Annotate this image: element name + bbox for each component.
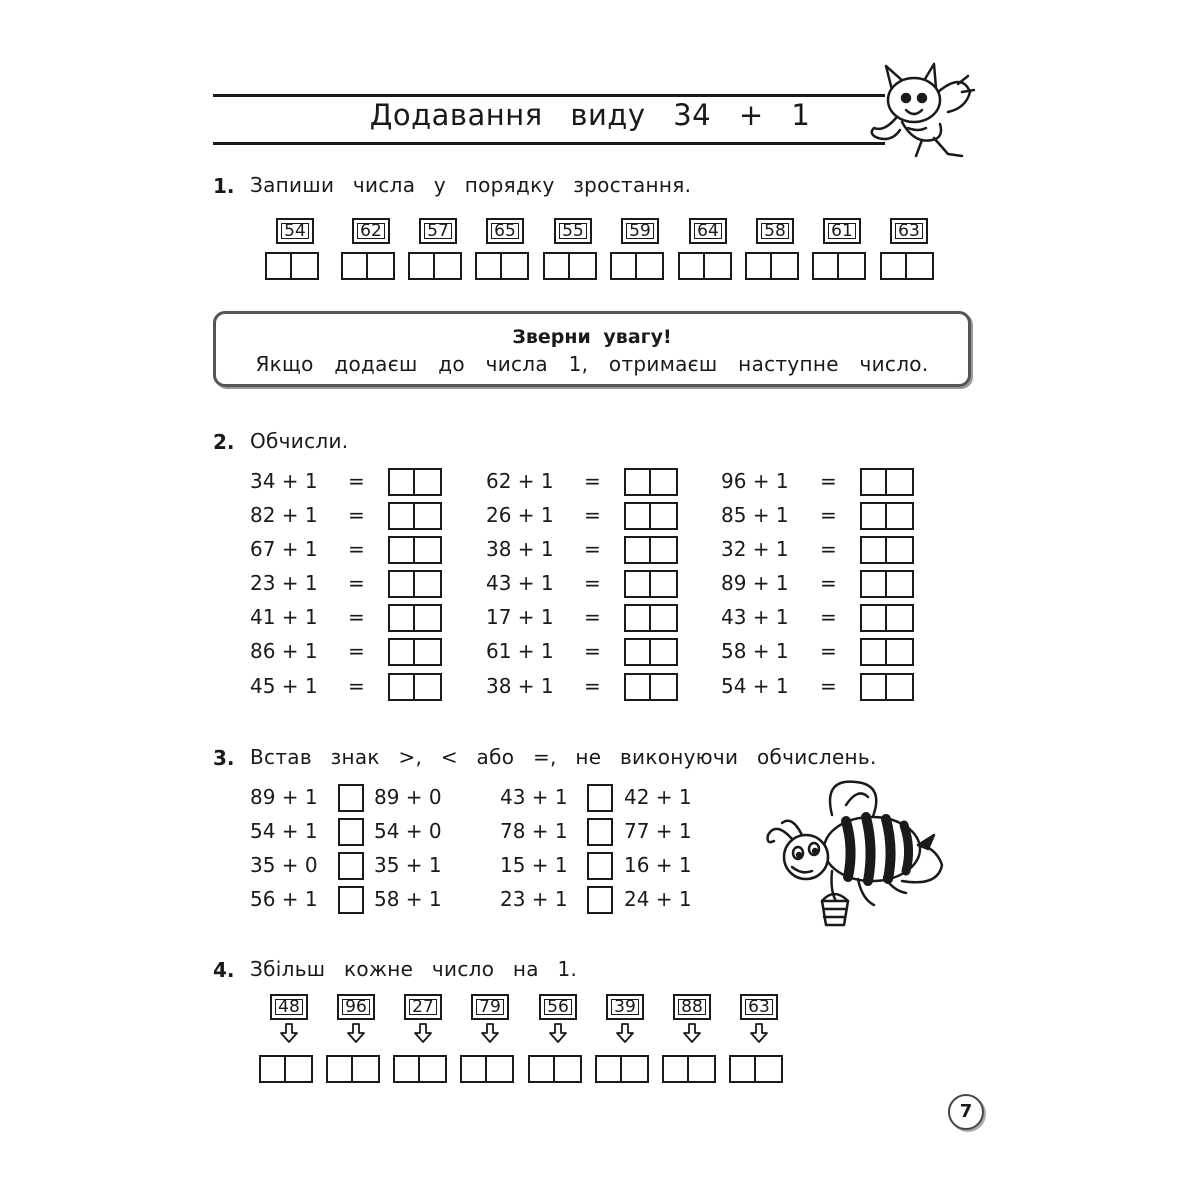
expression: 23 + 1 [250, 571, 318, 595]
equals-sign: = [348, 469, 365, 493]
expression: 43 + 1 [721, 605, 789, 629]
expression: 15 + 1 [500, 853, 568, 877]
equals-sign: = [348, 503, 365, 527]
down-arrow-icon [548, 1022, 568, 1044]
down-arrow-icon [346, 1022, 366, 1044]
task-4-number-box: 88 [673, 994, 711, 1020]
equals-sign: = [584, 639, 601, 663]
answer-box[interactable] [326, 1055, 380, 1081]
down-arrow-icon [682, 1022, 702, 1044]
attention-title: Зверни увагу! [512, 326, 672, 348]
sign-box[interactable] [338, 818, 364, 846]
answer-box[interactable] [259, 1055, 313, 1081]
answer-box[interactable] [860, 502, 914, 528]
expression: 34 + 1 [250, 469, 318, 493]
equals-sign: = [820, 571, 837, 595]
squirrel-icon [862, 62, 978, 162]
answer-box[interactable] [460, 1055, 514, 1081]
equals-sign: = [348, 571, 365, 595]
answer-box[interactable] [860, 536, 914, 562]
expression: 62 + 1 [486, 469, 554, 493]
answer-box[interactable] [408, 252, 462, 278]
sign-box[interactable] [338, 784, 364, 812]
task-1-number-box: 58 [756, 218, 794, 244]
task-3-number: 3. [213, 746, 235, 770]
answer-box[interactable] [624, 638, 678, 664]
answer-box[interactable] [624, 502, 678, 528]
equals-sign: = [584, 469, 601, 493]
equals-sign: = [584, 503, 601, 527]
page-number: 7 [948, 1094, 984, 1130]
equals-sign: = [348, 674, 365, 698]
expression: 58 + 1 [374, 887, 442, 911]
answer-box[interactable] [388, 673, 442, 699]
answer-box[interactable] [624, 673, 678, 699]
expression: 38 + 1 [486, 537, 554, 561]
expression: 61 + 1 [486, 639, 554, 663]
equals-sign: = [820, 605, 837, 629]
task-1-number-box: 64 [689, 218, 727, 244]
answer-box[interactable] [860, 468, 914, 494]
expression: 17 + 1 [486, 605, 554, 629]
answer-box[interactable] [388, 638, 442, 664]
expression: 24 + 1 [624, 887, 692, 911]
task-1-instruction: Запиши числа у порядку зростання. [250, 173, 692, 197]
expression: 67 + 1 [250, 537, 318, 561]
answer-box[interactable] [388, 570, 442, 596]
equals-sign: = [584, 605, 601, 629]
answer-box[interactable] [388, 604, 442, 630]
expression: 38 + 1 [486, 674, 554, 698]
task-3-instruction: Встав знак >, < або =, не виконуючи обчислень. [250, 745, 877, 769]
attention-box [213, 311, 971, 387]
answer-box[interactable] [595, 1055, 649, 1081]
title-rule-bottom [213, 142, 885, 145]
answer-box[interactable] [388, 536, 442, 562]
task-1-number-box: 65 [486, 218, 524, 244]
answer-box[interactable] [624, 536, 678, 562]
expression: 35 + 0 [250, 853, 318, 877]
down-arrow-icon [749, 1022, 769, 1044]
task-1-number-box: 63 [890, 218, 928, 244]
down-arrow-icon [279, 1022, 299, 1044]
expression: 78 + 1 [500, 819, 568, 843]
answer-box[interactable] [610, 252, 664, 278]
answer-box[interactable] [388, 468, 442, 494]
task-1-number-box: 61 [823, 218, 861, 244]
answer-box[interactable] [528, 1055, 582, 1081]
sign-box[interactable] [587, 818, 613, 846]
equals-sign: = [584, 674, 601, 698]
answer-box[interactable] [880, 252, 934, 278]
down-arrow-icon [480, 1022, 500, 1044]
title-rule-top [213, 94, 885, 97]
task-1-number-box: 59 [621, 218, 659, 244]
answer-box[interactable] [860, 570, 914, 596]
page-title: Додавання виду 34 + 1 [369, 98, 811, 132]
task-2-number: 2. [213, 430, 235, 454]
expression: 54 + 1 [721, 674, 789, 698]
expression: 16 + 1 [624, 853, 692, 877]
down-arrow-icon [413, 1022, 433, 1044]
equals-sign: = [820, 639, 837, 663]
down-arrow-icon [615, 1022, 635, 1044]
equals-sign: = [820, 537, 837, 561]
expression: 43 + 1 [500, 785, 568, 809]
sign-box[interactable] [587, 886, 613, 914]
task-4-number: 4. [213, 958, 235, 982]
expression: 56 + 1 [250, 887, 318, 911]
bee-icon [762, 775, 952, 935]
task-1-number-box: 55 [554, 218, 592, 244]
expression: 89 + 0 [374, 785, 442, 809]
answer-box[interactable] [860, 673, 914, 699]
expression: 77 + 1 [624, 819, 692, 843]
sign-box[interactable] [587, 852, 613, 880]
answer-box[interactable] [860, 604, 914, 630]
answer-box[interactable] [729, 1055, 783, 1081]
task-1-number: 1. [213, 174, 235, 198]
equals-sign: = [584, 571, 601, 595]
equals-sign: = [584, 537, 601, 561]
task-4-number-box: 27 [404, 994, 442, 1020]
expression: 96 + 1 [721, 469, 789, 493]
task-4-number-box: 96 [337, 994, 375, 1020]
expression: 85 + 1 [721, 503, 789, 527]
task-1-number-box: 57 [419, 218, 457, 244]
expression: 89 + 1 [721, 571, 789, 595]
task-4-number-box: 48 [270, 994, 308, 1020]
answer-box[interactable] [745, 252, 799, 278]
expression: 35 + 1 [374, 853, 442, 877]
answer-box[interactable] [678, 252, 732, 278]
task-1-number-box: 62 [352, 218, 390, 244]
expression: 54 + 1 [250, 819, 318, 843]
task-1-number-box: 54 [276, 218, 314, 244]
answer-box[interactable] [812, 252, 866, 278]
answer-box[interactable] [624, 570, 678, 596]
answer-box[interactable] [624, 468, 678, 494]
answer-box[interactable] [860, 638, 914, 664]
equals-sign: = [820, 503, 837, 527]
answer-box[interactable] [475, 252, 529, 278]
expression: 32 + 1 [721, 537, 789, 561]
expression: 86 + 1 [250, 639, 318, 663]
equals-sign: = [820, 674, 837, 698]
task-4-number-box: 63 [740, 994, 778, 1020]
expression: 26 + 1 [486, 503, 554, 527]
sign-box[interactable] [587, 784, 613, 812]
answer-box[interactable] [662, 1055, 716, 1081]
expression: 54 + 0 [374, 819, 442, 843]
sign-box[interactable] [338, 852, 364, 880]
expression: 89 + 1 [250, 785, 318, 809]
equals-sign: = [348, 639, 365, 663]
task-4-instruction: Збільш кожне число на 1. [250, 957, 578, 981]
task-4-number-box: 79 [471, 994, 509, 1020]
expression: 82 + 1 [250, 503, 318, 527]
equals-sign: = [348, 537, 365, 561]
attention-text: Якщо додаєш до числа 1, отримаєш наступне число. [255, 352, 929, 376]
answer-box[interactable] [341, 252, 395, 278]
expression: 23 + 1 [500, 887, 568, 911]
answer-box[interactable] [393, 1055, 447, 1081]
expression: 58 + 1 [721, 639, 789, 663]
expression: 42 + 1 [624, 785, 692, 809]
expression: 43 + 1 [486, 571, 554, 595]
answer-box[interactable] [265, 252, 319, 278]
equals-sign: = [348, 605, 365, 629]
answer-box[interactable] [543, 252, 597, 278]
sign-box[interactable] [338, 886, 364, 914]
expression: 41 + 1 [250, 605, 318, 629]
expression: 45 + 1 [250, 674, 318, 698]
task-4-number-box: 39 [606, 994, 644, 1020]
task-2-instruction: Обчисли. [250, 429, 349, 453]
task-4-number-box: 56 [539, 994, 577, 1020]
answer-box[interactable] [624, 604, 678, 630]
answer-box[interactable] [388, 502, 442, 528]
equals-sign: = [820, 469, 837, 493]
